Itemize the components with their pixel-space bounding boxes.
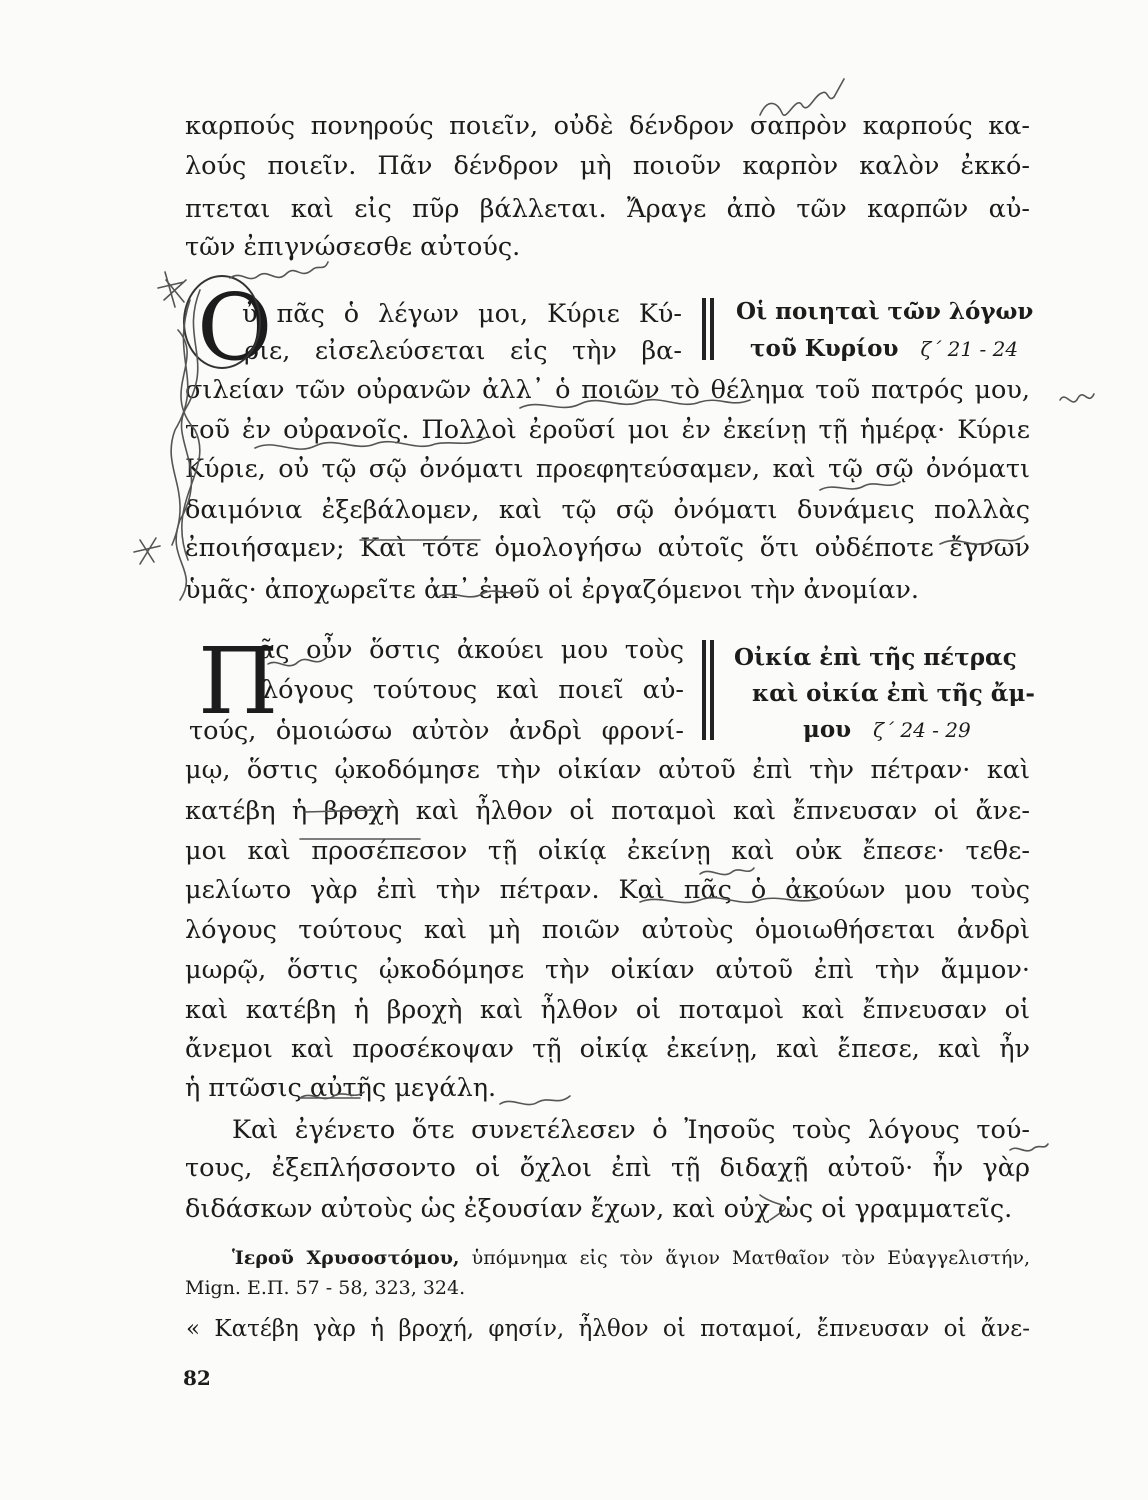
verse-reference: ζ΄ 24 - 29	[873, 718, 971, 742]
text-line: ἡ πτῶσις αὐτῆς μεγάλη.	[185, 1073, 497, 1103]
text-line: ἄνεμοι καὶ προσέκοψαν τῇ οἰκίᾳ ἐκείνῃ, καὶ ἔπεσε, καὶ ἦν	[185, 1034, 1030, 1064]
text-line: λούς ποιεῖν. Πᾶν δένδρον μὴ ποιοῦν καρπὸν καλὸν ἐκκό-	[185, 151, 1030, 181]
verse-reference: ζ΄ 21 - 24	[920, 337, 1019, 361]
text-line: ὐ πᾶς ὁ λέγων μοι, Κύριε Κύ-	[242, 299, 682, 329]
text-line: τούς, ὁμοιώσω αὐτὸν ἀνδρὶ φρονί-	[189, 716, 684, 746]
text-line: Κύριε, οὐ τῷ σῷ ὀνόματι προεφητεύσαμεν, καὶ τῷ σῷ ὀνόματι	[185, 454, 1030, 484]
text-line: μοι καὶ προσέπεσον τῇ οἰκίᾳ ἐκείνῃ καὶ οὐκ ἔπεσε· τεθε-	[185, 836, 1030, 866]
text-line: μελίωτο γὰρ ἐπὶ τὴν πέτραν. Καὶ πᾶς ὁ ἀκούων μου τοὺς	[185, 875, 1030, 905]
text-line: καρπούς πονηρούς ποιεῖν, οὐδὲ δένδρον σαπρὸν καρπούς κα-	[185, 111, 1030, 141]
text-line: καὶ κατέβη ἡ βροχὴ καὶ ἦλθον οἱ ποταμοὶ καὶ ἔπνευσαν οἱ	[185, 995, 1030, 1025]
page-number: 82	[183, 1366, 211, 1390]
drop-cap: Ο	[197, 274, 273, 381]
text-line: διδάσκων αὐτοὺς ὡς ἐξουσίαν ἔχων, καὶ οὐχ ὡς οἱ γραμματεῖς.	[185, 1194, 1013, 1224]
citation-author: Ἱεροῦ Χρυσοστόμου,	[232, 1247, 460, 1269]
text-line: λόγους τούτους καὶ μὴ ποιῶν αὐτοὺς ὁμοιωθήσεται ἀνδρὶ	[185, 915, 1030, 945]
section-heading-text: τοῦ Κυρίου	[750, 335, 899, 362]
text-line: μωρῷ, ὅστις ᾠκοδόμησε τὴν οἰκίαν αὐτοῦ ἐπὶ τὴν ἄμμον·	[185, 955, 1030, 985]
text-line: σιλείαν τῶν οὐρανῶν ἀλλ᾿ ὁ ποιῶν τὸ θέλημα τοῦ πατρός μου,	[185, 375, 1030, 405]
section-heading-text: μου	[803, 716, 852, 743]
text-line: μῳ, ὅστις ᾠκοδόμησε τὴν οἰκίαν αὐτοῦ ἐπὶ τὴν πέτραν· καὶ	[185, 755, 1030, 785]
text-line: λόγους τούτους καὶ ποιεῖ αὐ-	[262, 675, 684, 705]
citation-source: Mign. Ε.Π. 57 - 58, 323, 324.	[185, 1277, 466, 1299]
citation-text: ὑπόμνημα εἰς τὸν ἅγιον Ματθαῖον τὸν Εὐαγγελιστήν,	[471, 1247, 1030, 1269]
quote-line: « Κατέβη γὰρ ἡ βροχή, φησίν, ἦλθον οἱ ποταμοί, ἔπνευσαν οἱ ἄνε-	[186, 1316, 1030, 1342]
text-line: ἐποιήσαμεν; Καὶ τότε ὁμολογήσω αὐτοῖς ὅτι οὐδέποτε ἔγνων	[185, 533, 1030, 563]
text-line: δαιμόνια ἐξεβάλομεν, καὶ τῷ σῷ ὀνόματι δυνάμεις πολλὰς	[185, 495, 1030, 525]
text-line: ριε, εἰσελεύσεται εἰς τὴν βα-	[244, 336, 682, 366]
section-heading: καὶ οἰκία ἐπὶ τῆς ἄμ-	[752, 680, 1035, 707]
section-heading: Οἱ ποιηταὶ τῶν λόγων	[736, 298, 1034, 325]
section-heading: Οἰκία ἐπὶ τῆς πέτρας	[734, 644, 1017, 671]
text-line: κατέβη ἡ βροχὴ καὶ ἦλθον οἱ ποταμοὶ καὶ ἔπνευσαν οἱ ἄνε-	[185, 796, 1030, 826]
text-line: πτεται καὶ εἰς πῦρ βάλλεται. Ἄραγε ἀπὸ τῶν καρπῶν αὐ-	[185, 194, 1030, 224]
text-line: τοῦ ἐν οὐρανοῖς. Πολλοὶ ἐροῦσί μοι ἐν ἐκείνῃ τῇ ἡμέρᾳ· Κύριε	[185, 415, 1030, 445]
text-line: ὑμᾶς· ἀποχωρεῖτε ἀπ᾿ ἐμοῦ οἱ ἐργαζόμενοι τὴν ἀνομίαν.	[185, 575, 920, 605]
text-line: τῶν ἐπιγνώσεσθε αὐτούς.	[185, 232, 521, 262]
text-line: τους, ἐξεπλήσσοντο οἱ ὄχλοι ἐπὶ τῇ διδαχῇ αὐτοῦ· ἦν γὰρ	[185, 1153, 1030, 1183]
text-line: Καὶ ἐγένετο ὅτε συνετέλεσεν ὁ Ἰησοῦς τοὺς λόγους τού-	[232, 1115, 1030, 1145]
drop-cap: Π	[198, 628, 279, 735]
text-line: ᾶς οὖν ὅστις ἀκούει μου τοὺς	[258, 635, 684, 665]
